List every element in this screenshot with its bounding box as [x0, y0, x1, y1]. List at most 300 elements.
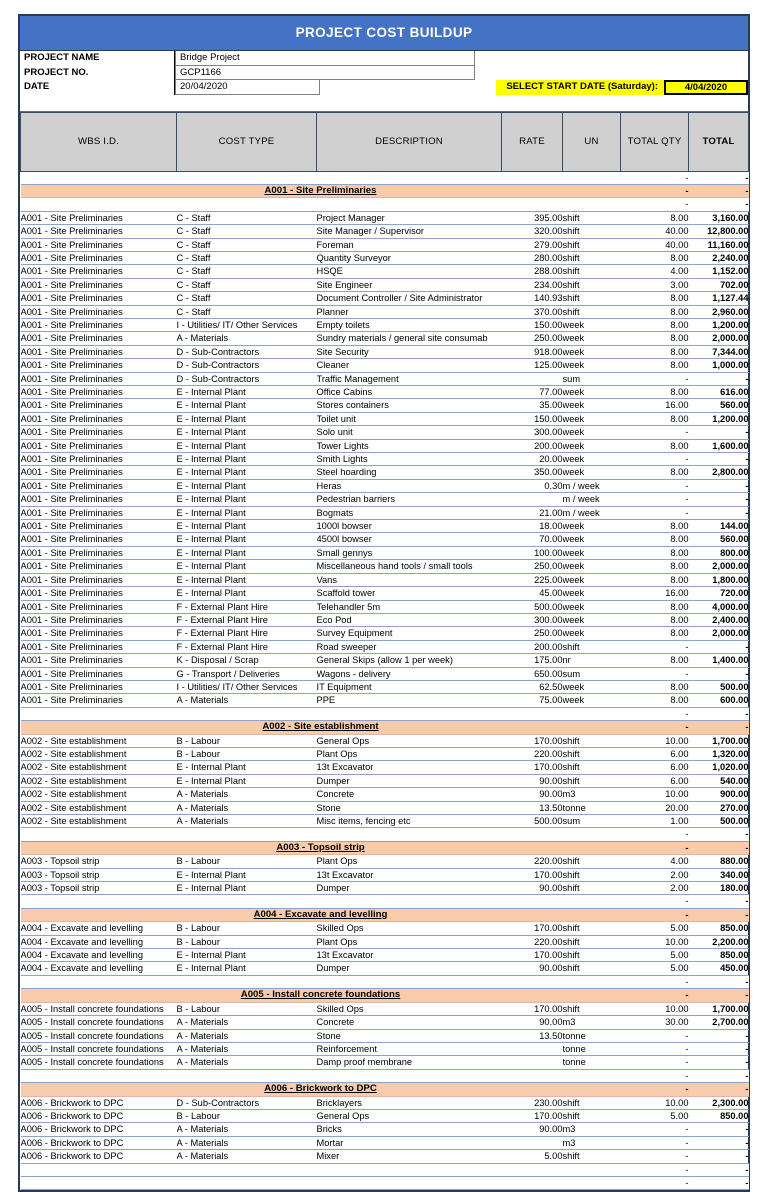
- col-header-un[interactable]: UN: [563, 112, 621, 171]
- rate-cell: 200.00: [502, 439, 563, 452]
- description-cell: Skilled Ops: [317, 1002, 502, 1015]
- description-cell: Bricks: [317, 1123, 502, 1136]
- unit-cell: week: [563, 613, 621, 626]
- rate-cell: 90.00: [502, 774, 563, 787]
- wbs-id-cell: A001 - Site Preliminaries: [21, 694, 177, 707]
- wbs-id-cell: A001 - Site Preliminaries: [21, 292, 177, 305]
- total-cell: 3,160.00: [689, 211, 749, 224]
- col-header-description[interactable]: DESCRIPTION: [317, 112, 502, 171]
- total-cell: -: [689, 453, 749, 466]
- wbs-id-cell: A001 - Site Preliminaries: [21, 560, 177, 573]
- unit-cell: shift: [563, 1096, 621, 1109]
- section-total-cell: -: [689, 721, 749, 734]
- unit-cell: week: [563, 466, 621, 479]
- wbs-id-cell: [21, 895, 177, 908]
- unit-cell: tonne: [563, 801, 621, 814]
- total-qty-cell: -: [621, 1029, 689, 1042]
- wbs-id-cell: A001 - Site Preliminaries: [21, 426, 177, 439]
- cost-buildup-table: [20, 112, 749, 1191]
- table-row[interactable]: [21, 774, 749, 787]
- spacer-row[interactable]: [21, 198, 749, 211]
- total-qty-cell: 4.00: [621, 265, 689, 278]
- table-row[interactable]: [21, 1029, 749, 1042]
- total-cell: 702.00: [689, 278, 749, 291]
- wbs-id-cell: A001 - Site Preliminaries: [21, 613, 177, 626]
- spacer-row[interactable]: [21, 1069, 749, 1082]
- table-row[interactable]: [21, 466, 749, 479]
- project-no-input[interactable]: GCP1166: [175, 66, 475, 81]
- table-row[interactable]: [21, 962, 749, 975]
- total-cell: 1,152.00: [689, 265, 749, 278]
- total-qty-cell: 10.00: [621, 734, 689, 747]
- table-row[interactable]: [21, 788, 749, 801]
- description-cell: [317, 198, 502, 211]
- table-row[interactable]: [21, 573, 749, 586]
- rate-cell: 220.00: [502, 935, 563, 948]
- wbs-id-cell: [21, 1069, 177, 1082]
- unit-cell: sum: [563, 815, 621, 828]
- total-cell: 2,000.00: [689, 560, 749, 573]
- rate-cell: 90.00: [502, 1123, 563, 1136]
- table-row[interactable]: [21, 922, 749, 935]
- cost-type-cell: C - Staff: [177, 292, 317, 305]
- description-cell: [317, 828, 502, 841]
- cost-type-cell: A - Materials: [177, 815, 317, 828]
- description-cell: General Ops: [317, 734, 502, 747]
- start-date-input[interactable]: 4/04/2020: [664, 80, 748, 95]
- table-row[interactable]: [21, 1002, 749, 1015]
- table-row[interactable]: [21, 1136, 749, 1149]
- col-header-rate[interactable]: RATE: [502, 112, 563, 171]
- table-row[interactable]: [21, 426, 749, 439]
- project-no-label: PROJECT NO.: [20, 66, 175, 81]
- unit-cell: shift: [563, 1002, 621, 1015]
- description-cell: 1000l bowser: [317, 520, 502, 533]
- unit-cell: week: [563, 318, 621, 331]
- total-cell: 2,800.00: [689, 466, 749, 479]
- unit-cell: week: [563, 627, 621, 640]
- description-cell: Small gennys: [317, 546, 502, 559]
- table-row[interactable]: [21, 305, 749, 318]
- cost-type-cell: A - Materials: [177, 332, 317, 345]
- section-header-row[interactable]: [21, 721, 749, 734]
- total-qty-cell: 8.00: [621, 292, 689, 305]
- section-qty-cell: -: [621, 908, 689, 921]
- total-cell: 2,000.00: [689, 627, 749, 640]
- rate-cell: 300.00: [502, 613, 563, 626]
- wbs-id-cell: A002 - Site establishment: [21, 815, 177, 828]
- total-qty-cell: 10.00: [621, 935, 689, 948]
- description-cell: Solo unit: [317, 426, 502, 439]
- description-cell: Steel hoarding: [317, 466, 502, 479]
- wbs-id-cell: A003 - Topsoil strip: [21, 855, 177, 868]
- table-row[interactable]: [21, 613, 749, 626]
- unit-cell: [563, 1163, 621, 1176]
- description-cell: Site Engineer: [317, 278, 502, 291]
- spacer-row[interactable]: [21, 1176, 749, 1189]
- total-qty-cell: 8.00: [621, 251, 689, 264]
- section-header-row[interactable]: [21, 1083, 749, 1096]
- total-qty-cell: 10.00: [621, 1096, 689, 1109]
- rate-cell: [502, 1176, 563, 1189]
- unit-cell: m3: [563, 1123, 621, 1136]
- table-row[interactable]: [21, 1109, 749, 1122]
- table-row[interactable]: [21, 520, 749, 533]
- description-cell: [317, 1176, 502, 1189]
- wbs-id-cell: A002 - Site establishment: [21, 747, 177, 760]
- description-cell: Plant Ops: [317, 855, 502, 868]
- description-cell: Site Security: [317, 345, 502, 358]
- description-cell: Stores containers: [317, 399, 502, 412]
- total-qty-cell: 8.00: [621, 386, 689, 399]
- wbs-id-cell: A005 - Install concrete foundations: [21, 1042, 177, 1055]
- description-cell: Planner: [317, 305, 502, 318]
- wbs-id-cell: A001 - Site Preliminaries: [21, 520, 177, 533]
- total-qty-cell: 8.00: [621, 305, 689, 318]
- table-row[interactable]: [21, 868, 749, 881]
- cost-type-cell: B - Labour: [177, 922, 317, 935]
- table-row[interactable]: [21, 1096, 749, 1109]
- table-row[interactable]: [21, 439, 749, 452]
- total-cell: 500.00: [689, 680, 749, 693]
- wbs-id-cell: A001 - Site Preliminaries: [21, 412, 177, 425]
- table-row[interactable]: [21, 761, 749, 774]
- section-header-row[interactable]: [21, 841, 749, 854]
- rate-cell: 280.00: [502, 251, 563, 264]
- total-cell: 1,320.00: [689, 747, 749, 760]
- rate-cell: 350.00: [502, 466, 563, 479]
- total-qty-cell: -: [621, 1136, 689, 1149]
- description-cell: PPE: [317, 694, 502, 707]
- unit-cell: shift: [563, 225, 621, 238]
- table-row[interactable]: [21, 694, 749, 707]
- col-header-total[interactable]: TOTAL: [689, 112, 749, 171]
- table-row[interactable]: [21, 359, 749, 372]
- col-header-wbs[interactable]: WBS I.D.: [21, 112, 177, 171]
- description-cell: Concrete: [317, 788, 502, 801]
- table-row[interactable]: [21, 412, 749, 425]
- unit-cell: shift: [563, 868, 621, 881]
- description-cell: Heras: [317, 479, 502, 492]
- total-cell: -: [689, 1056, 749, 1069]
- spacer-row[interactable]: [21, 975, 749, 988]
- unit-cell: tonne: [563, 1029, 621, 1042]
- rate-cell: [502, 895, 563, 908]
- total-qty-cell: -: [621, 372, 689, 385]
- cost-type-cell: F - External Plant Hire: [177, 600, 317, 613]
- description-cell: Misc items, fencing etc: [317, 815, 502, 828]
- unit-cell: shift: [563, 640, 621, 653]
- rate-cell: 170.00: [502, 868, 563, 881]
- rate-cell: [502, 198, 563, 211]
- rate-cell: 18.00: [502, 520, 563, 533]
- unit-cell: nr: [563, 654, 621, 667]
- unit-cell: shift: [563, 251, 621, 264]
- spacer-row[interactable]: [21, 895, 749, 908]
- total-qty-cell: -: [621, 1123, 689, 1136]
- wbs-id-cell: A001 - Site Preliminaries: [21, 667, 177, 680]
- total-qty-cell: 6.00: [621, 747, 689, 760]
- cost-type-cell: C - Staff: [177, 225, 317, 238]
- unit-cell: sum: [563, 372, 621, 385]
- col-header-cost-type[interactable]: COST TYPE: [177, 112, 317, 171]
- description-cell: Survey Equipment: [317, 627, 502, 640]
- wbs-id-cell: A001 - Site Preliminaries: [21, 332, 177, 345]
- table-row[interactable]: [21, 292, 749, 305]
- total-qty-cell: 4.00: [621, 855, 689, 868]
- cost-type-cell: B - Labour: [177, 1109, 317, 1122]
- table-row[interactable]: [21, 453, 749, 466]
- table-row[interactable]: [21, 211, 749, 224]
- cost-type-cell: D - Sub-Contractors: [177, 345, 317, 358]
- table-row[interactable]: [21, 318, 749, 331]
- total-cell: 540.00: [689, 774, 749, 787]
- total-qty-cell: 1.00: [621, 815, 689, 828]
- cost-type-cell: [177, 975, 317, 988]
- cost-type-cell: E - Internal Plant: [177, 560, 317, 573]
- cost-type-cell: B - Labour: [177, 935, 317, 948]
- description-cell: [317, 171, 502, 184]
- spacer-row[interactable]: [21, 171, 749, 184]
- total-cell: -: [689, 1163, 749, 1176]
- table-row[interactable]: [21, 882, 749, 895]
- table-row[interactable]: [21, 1016, 749, 1029]
- total-qty-cell: -: [621, 1069, 689, 1082]
- total-cell: 450.00: [689, 962, 749, 975]
- project-name-input[interactable]: Bridge Project: [175, 51, 475, 66]
- section-header-row[interactable]: [21, 908, 749, 921]
- wbs-id-cell: A001 - Site Preliminaries: [21, 265, 177, 278]
- unit-cell: sum: [563, 667, 621, 680]
- rate-cell: 500.00: [502, 600, 563, 613]
- table-row[interactable]: [21, 332, 749, 345]
- total-cell: 1,600.00: [689, 439, 749, 452]
- section-title: A005 - Install concrete foundations: [21, 989, 621, 1002]
- table-row[interactable]: [21, 734, 749, 747]
- rate-cell: 62.50: [502, 680, 563, 693]
- wbs-id-cell: [21, 828, 177, 841]
- total-cell: -: [689, 975, 749, 988]
- wbs-id-cell: A005 - Install concrete foundations: [21, 1002, 177, 1015]
- description-cell: Site Manager / Supervisor: [317, 225, 502, 238]
- cost-type-cell: [177, 707, 317, 720]
- wbs-id-cell: A001 - Site Preliminaries: [21, 359, 177, 372]
- table-row[interactable]: [21, 1056, 749, 1069]
- total-cell: 2,000.00: [689, 332, 749, 345]
- rate-cell: 140.93: [502, 292, 563, 305]
- total-qty-cell: -: [621, 1163, 689, 1176]
- project-name-row: [20, 51, 748, 66]
- cost-type-cell: E - Internal Plant: [177, 882, 317, 895]
- wbs-id-cell: [21, 171, 177, 184]
- table-row[interactable]: [21, 1150, 749, 1163]
- total-cell: -: [689, 506, 749, 519]
- description-cell: Concrete: [317, 1016, 502, 1029]
- section-header-row[interactable]: [21, 989, 749, 1002]
- description-cell: 13t Excavator: [317, 949, 502, 962]
- unit-cell: shift: [563, 292, 621, 305]
- total-qty-cell: 40.00: [621, 238, 689, 251]
- total-cell: 1,200.00: [689, 318, 749, 331]
- rate-cell: 150.00: [502, 318, 563, 331]
- description-cell: Bogmats: [317, 506, 502, 519]
- total-qty-cell: 8.00: [621, 680, 689, 693]
- description-cell: 13t Excavator: [317, 761, 502, 774]
- unit-cell: shift: [563, 238, 621, 251]
- rate-cell: 170.00: [502, 922, 563, 935]
- table-row[interactable]: [21, 1042, 749, 1055]
- total-cell: -: [689, 1042, 749, 1055]
- table-row[interactable]: [21, 345, 749, 358]
- rate-cell: 150.00: [502, 412, 563, 425]
- table-row[interactable]: [21, 1123, 749, 1136]
- date-input[interactable]: 20/04/2020: [175, 80, 320, 95]
- total-cell: -: [689, 1029, 749, 1042]
- spacer-row[interactable]: [21, 828, 749, 841]
- wbs-id-cell: A001 - Site Preliminaries: [21, 627, 177, 640]
- cost-type-cell: E - Internal Plant: [177, 761, 317, 774]
- unit-cell: tonne: [563, 1042, 621, 1055]
- table-row[interactable]: [21, 278, 749, 291]
- table-row[interactable]: [21, 479, 749, 492]
- section-qty-cell: -: [621, 721, 689, 734]
- total-cell: 1,400.00: [689, 654, 749, 667]
- wbs-id-cell: A002 - Site establishment: [21, 801, 177, 814]
- unit-cell: week: [563, 520, 621, 533]
- description-cell: Dumper: [317, 882, 502, 895]
- rate-cell: [502, 828, 563, 841]
- total-qty-cell: 2.00: [621, 882, 689, 895]
- table-row[interactable]: [21, 493, 749, 506]
- description-cell: Tower Lights: [317, 439, 502, 452]
- total-cell: -: [689, 1176, 749, 1189]
- wbs-id-cell: A001 - Site Preliminaries: [21, 345, 177, 358]
- col-header-total-qty[interactable]: TOTAL QTY: [621, 112, 689, 171]
- spacer-row[interactable]: [21, 707, 749, 720]
- cost-type-cell: D - Sub-Contractors: [177, 359, 317, 372]
- description-cell: Skilled Ops: [317, 922, 502, 935]
- cost-type-cell: C - Staff: [177, 305, 317, 318]
- cost-type-cell: B - Labour: [177, 855, 317, 868]
- wbs-id-cell: A004 - Excavate and levelling: [21, 962, 177, 975]
- table-row[interactable]: [21, 600, 749, 613]
- unit-cell: shift: [563, 211, 621, 224]
- table-row[interactable]: [21, 533, 749, 546]
- table-row[interactable]: [21, 627, 749, 640]
- total-qty-cell: 8.00: [621, 560, 689, 573]
- table-row[interactable]: [21, 546, 749, 559]
- spacer-row[interactable]: [21, 1163, 749, 1176]
- total-qty-cell: 16.00: [621, 587, 689, 600]
- table-row[interactable]: [21, 560, 749, 573]
- wbs-id-cell: A001 - Site Preliminaries: [21, 466, 177, 479]
- table-row[interactable]: [21, 680, 749, 693]
- total-cell: 144.00: [689, 520, 749, 533]
- rate-cell: 918.00: [502, 345, 563, 358]
- table-row[interactable]: [21, 399, 749, 412]
- cost-type-cell: C - Staff: [177, 265, 317, 278]
- table-row[interactable]: [21, 815, 749, 828]
- table-row[interactable]: [21, 386, 749, 399]
- unit-cell: shift: [563, 761, 621, 774]
- cost-type-cell: [177, 198, 317, 211]
- total-qty-cell: 40.00: [621, 225, 689, 238]
- table-row[interactable]: [21, 747, 749, 760]
- table-row[interactable]: [21, 238, 749, 251]
- cost-type-cell: E - Internal Plant: [177, 506, 317, 519]
- table-row[interactable]: [21, 372, 749, 385]
- rate-cell: 234.00: [502, 278, 563, 291]
- table-header: [21, 112, 749, 171]
- section-header-row[interactable]: [21, 184, 749, 197]
- description-cell: 4500l bowser: [317, 533, 502, 546]
- total-qty-cell: -: [621, 895, 689, 908]
- unit-cell: week: [563, 453, 621, 466]
- unit-cell: shift: [563, 855, 621, 868]
- rate-cell: 300.00: [502, 426, 563, 439]
- total-qty-cell: -: [621, 1056, 689, 1069]
- table-row[interactable]: [21, 654, 749, 667]
- total-cell: -: [689, 1150, 749, 1163]
- info-spacer-row: [20, 95, 748, 112]
- total-qty-cell: -: [621, 426, 689, 439]
- wbs-id-cell: A001 - Site Preliminaries: [21, 600, 177, 613]
- start-date-label: SELECT START DATE (Saturday):: [496, 80, 664, 95]
- total-qty-cell: -: [621, 828, 689, 841]
- cost-type-cell: E - Internal Plant: [177, 399, 317, 412]
- table-row[interactable]: [21, 801, 749, 814]
- total-cell: 2,200.00: [689, 935, 749, 948]
- cost-type-cell: C - Staff: [177, 251, 317, 264]
- rate-cell: [502, 1056, 563, 1069]
- table-row[interactable]: [21, 855, 749, 868]
- table-row[interactable]: [21, 587, 749, 600]
- table-row[interactable]: [21, 935, 749, 948]
- table-row[interactable]: [21, 506, 749, 519]
- cost-type-cell: E - Internal Plant: [177, 493, 317, 506]
- description-cell: Cleaner: [317, 359, 502, 372]
- description-cell: Eco Pod: [317, 613, 502, 626]
- total-cell: 2,240.00: [689, 251, 749, 264]
- table-row[interactable]: [21, 225, 749, 238]
- rate-cell: 90.00: [502, 962, 563, 975]
- section-total-cell: -: [689, 989, 749, 1002]
- table-row[interactable]: [21, 640, 749, 653]
- unit-cell: week: [563, 386, 621, 399]
- description-cell: Quantity Surveyor: [317, 251, 502, 264]
- total-cell: -: [689, 707, 749, 720]
- unit-cell: m3: [563, 1136, 621, 1149]
- table-row[interactable]: [21, 251, 749, 264]
- table-row[interactable]: [21, 949, 749, 962]
- total-qty-cell: 8.00: [621, 332, 689, 345]
- section-total-cell: -: [689, 1083, 749, 1096]
- description-cell: Scaffold tower: [317, 587, 502, 600]
- cost-type-cell: A - Materials: [177, 1056, 317, 1069]
- total-cell: -: [689, 828, 749, 841]
- total-qty-cell: -: [621, 640, 689, 653]
- project-info-block: [20, 51, 748, 112]
- table-row[interactable]: [21, 265, 749, 278]
- unit-cell: [563, 1176, 621, 1189]
- unit-cell: tonne: [563, 1056, 621, 1069]
- header-row: [21, 112, 749, 171]
- description-cell: Empty toilets: [317, 318, 502, 331]
- cost-type-cell: E - Internal Plant: [177, 962, 317, 975]
- table-row[interactable]: [21, 667, 749, 680]
- total-cell: 560.00: [689, 399, 749, 412]
- total-cell: -: [689, 479, 749, 492]
